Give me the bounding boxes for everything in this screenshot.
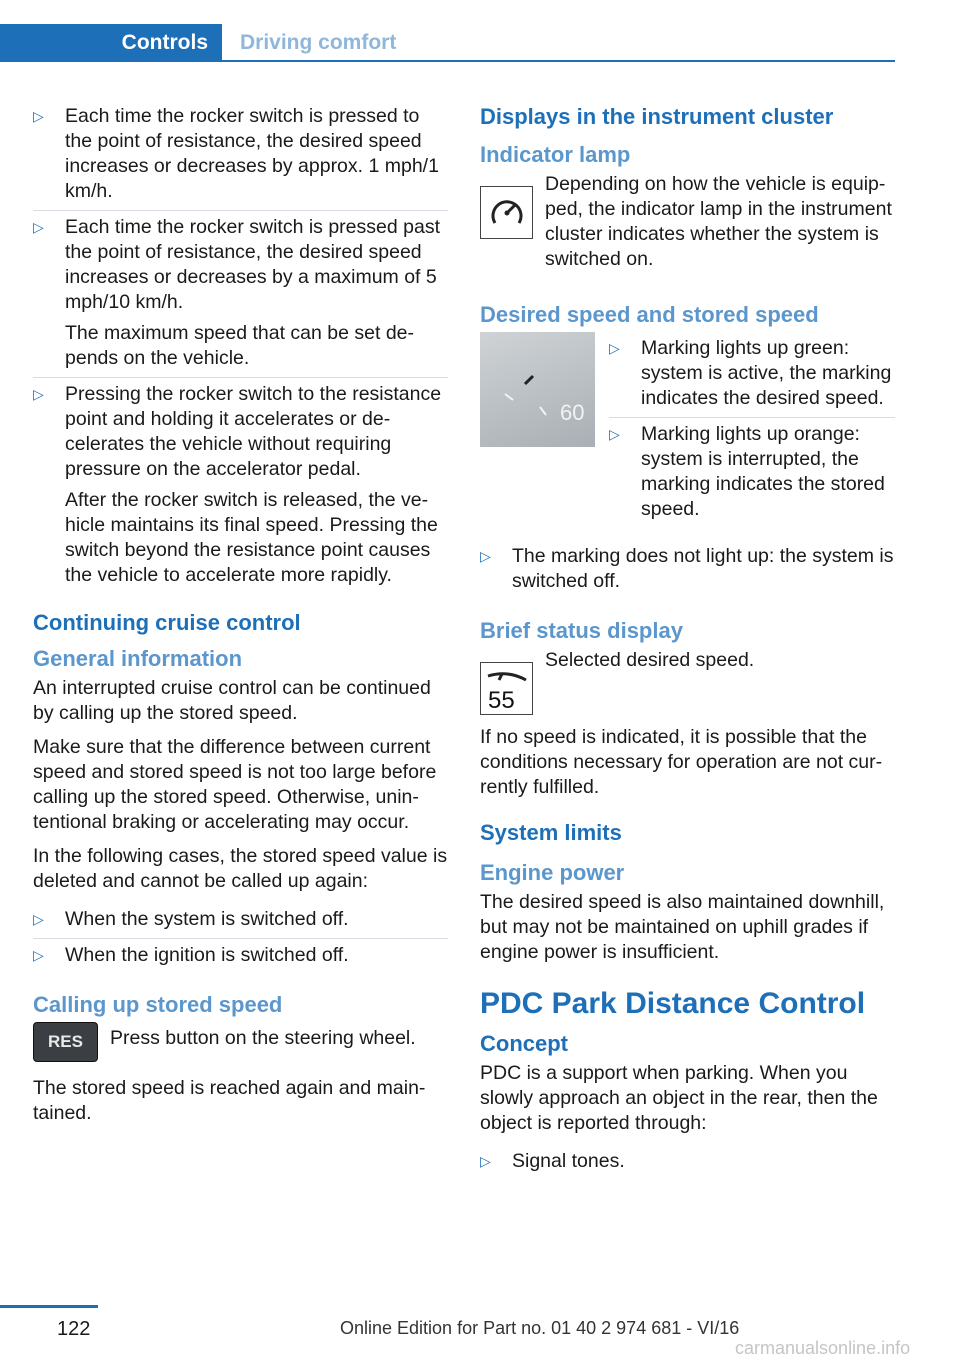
bullet-triangle-icon: ▷ [480, 1153, 491, 1169]
list-item [33, 100, 448, 211]
heading-general-information: General information [33, 646, 243, 671]
list-item-text: The marking does not light up: the system is switched off. [512, 545, 894, 592]
list-item-note: The maximum speed that can be set depends on the vehicle. [65, 322, 415, 369]
speed-icon-number: 55 [487, 686, 515, 712]
paragraph: In the following cases, the stored speed value is deleted and cannot be called up again: [33, 845, 448, 892]
list-item [33, 378, 448, 594]
header-rule [0, 60, 895, 62]
paragraph: An interrupted cruise control can be continued by calling up the stored speed. [33, 677, 431, 724]
list-item [480, 1145, 895, 1180]
left-column [33, 100, 448, 1135]
list-item-text: When the system is switched off. [65, 908, 349, 930]
page-number: 122 [57, 1318, 91, 1340]
speed-marking-row [480, 332, 895, 540]
list-item-text: Each time the rocker switch is pressed past the point of resistance, the desired speed increases or decreases by a maximum of 5 mph/10 km/h. [65, 216, 440, 313]
bullet-triangle-icon: ▷ [33, 108, 44, 124]
bullet-triangle-icon: ▷ [609, 340, 620, 356]
list-item-text: Pressing the rocker switch to the resistance point and holding it accelerates or decelerates the vehicle without requiring pressure on the accelerator pedal. [65, 383, 442, 480]
list-item-text: Marking lights up green: system is active, the marking indicates the desired speed. [641, 337, 892, 409]
desired-speed-icon [480, 662, 533, 715]
bullet-triangle-icon: ▷ [33, 947, 44, 963]
speedometer-marking-image [480, 332, 595, 447]
list-item-text: Marking lights up orange: system is interrupted, the marking indicates the stored speed. [641, 423, 885, 520]
rocker-switch-list [33, 100, 448, 594]
paragraph: If no speed is indicated, it is possible that the conditions necessary for operation are not currently fulfilled. [480, 726, 883, 798]
paragraph: PDC is a support when parking. When you slowly approach an object in the rear, then the object is reported through: [480, 1062, 878, 1134]
cruise-control-gauge-icon [480, 186, 533, 239]
online-edition-note: Online Edition for Part no. 01 40 2 974 681 - VI/16 [340, 1318, 740, 1338]
heading-continuing-cruise-control: Continuing cruise control [33, 610, 301, 635]
paragraph: The stored speed is reached again and maintained. [33, 1077, 426, 1124]
paragraph: Selected desired speed. [545, 649, 755, 671]
heading-indicator-lamp: Indicator lamp [480, 142, 631, 167]
marking-list [609, 332, 895, 528]
list-item-text: Each time the rocker switch is pressed to the point of resistance, the desired speed increases or decreases by approx. 1 mph/1 km/h. [65, 105, 439, 202]
heading-brief-status-display: Brief status display [480, 618, 683, 643]
paragraph: Make sure that the difference between current speed and stored speed is not too large before calling up the stored speed. Otherwise, unintentional braking or accelerating may occur. [33, 736, 437, 833]
heading-desired-and-stored-speed: Desired speed and stored speed [480, 302, 819, 327]
footer-rule [0, 1305, 98, 1308]
heading-concept: Concept [480, 1031, 568, 1056]
page-header [0, 0, 960, 62]
list-item [33, 211, 448, 378]
paragraph: The desired speed is also maintained downhill, but may not be maintained on uphill grades if engine power is insufficient. [480, 891, 885, 963]
heading-pdc-park-distance-control: PDC Park Distance Control [480, 987, 866, 1020]
res-button-row [33, 1022, 448, 1062]
heading-engine-power: Engine power [480, 860, 625, 885]
brief-status-row [480, 648, 895, 715]
section-tab-driving-comfort: Driving comfort [240, 31, 397, 54]
right-column [480, 100, 895, 1180]
heading-calling-up-stored-speed: Calling up stored speed [33, 992, 283, 1017]
list-item [33, 939, 448, 974]
bullet-triangle-icon: ▷ [609, 426, 620, 442]
indicator-lamp-row [480, 172, 895, 276]
list-item-text: Signal tones. [512, 1150, 625, 1172]
list-item-text: When the ignition is switched off. [65, 944, 349, 966]
list-item [33, 903, 448, 939]
deletion-cases-list [33, 903, 448, 974]
section-tab-controls: Controls [0, 24, 222, 62]
bullet-triangle-icon: ▷ [33, 911, 44, 927]
res-button-icon: RES [33, 1022, 98, 1062]
paragraph: Depending on how the vehicle is equipped, the indicator lamp in the instrument cluster indicates whether the system is switched on. [545, 173, 892, 270]
bullet-triangle-icon: ▷ [33, 219, 44, 235]
heading-displays-instrument-cluster: Displays in the instrument cluster [480, 104, 834, 129]
list-item [609, 418, 895, 528]
list-item [480, 540, 895, 600]
list-item [609, 332, 895, 418]
bullet-triangle-icon: ▷ [33, 386, 44, 402]
watermark: carmanualsonline.info [735, 1338, 911, 1358]
heading-system-limits: System limits [480, 820, 622, 845]
gauge-number: 60 [560, 400, 585, 425]
paragraph: Press button on the steering wheel. [110, 1027, 416, 1049]
bullet-triangle-icon: ▷ [480, 548, 491, 564]
list-item-note: After the rocker switch is released, the vehicle maintains its final speed. Pressing the switch beyond the resistance point causes the vehicle to accelerate more rapidly. [65, 489, 438, 586]
